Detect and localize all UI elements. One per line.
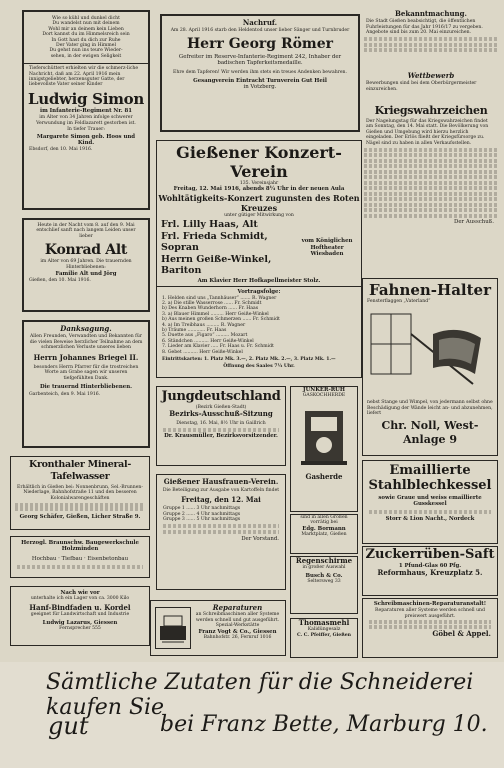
konzert-event: Wohltätigkeits-Konzert zugunsten des Roten Kreuzes [158,192,360,213]
poem-line: Wie so kühl und dunkel dicht [52,16,120,21]
hausfrau-time: Gruppe 1 ...... 3 Uhr nachmittags [163,506,241,512]
poem-line: sehen, in der ewigen Seligkeit [50,53,122,59]
simon-intro: Tieferschüttert erhielten wir die schmerz-liche Nachricht, daß am 22. April 1916 mein innigstgeliebter, herzensguter Gatte, der liebevollste Vater seiner Kinder [29,66,139,88]
simon-mourners: Margarete Simon geb. Hoos und Kind. [36,133,136,146]
simon-place: Ebsdorf, den 10. Mai 1916. [29,147,93,153]
kriegs-text: Der Nagelungstag für das Kriegswahrzeichen findet am Sonntag, den 14. Mai statt. Die Bevölkerung von Gießen und Umgebung wird hierzu herzlich eingeladen. Der Erlös fließt der Kriegsfürsorge zu. Nägel sind zu haben in allen Verkaufsstellen. [366,119,489,146]
busch-name: Busch & Co. [305,572,343,579]
poem-line: Der Vater ging in Himmel [56,43,116,49]
danksagung-title: Danksagung. [60,324,112,333]
hausfrau-text: Die Beteiligung zur Ausgabe von Kartoffeln findet [162,488,280,494]
handwriting-area [0,662,504,768]
konzert-performer-2: Frl. Frieda Schmidt, Sopran [161,230,268,254]
fahnen-title: Fahnen-Halter [369,281,491,299]
gas-stove-icon [291,401,357,471]
rep-addr: Bahnhofstr. 26, Fernruf 1016 [203,635,272,641]
poem-line: In Gott hast du dich zur Ruhe [51,37,121,43]
program-item: 5. Duette aus „Figaro“ ......... Mozart [162,333,248,339]
alt-family: Familie Alt und Jörg [55,271,117,278]
konzert-verein-ad [156,140,362,378]
jungdeutschland-ad [156,386,286,466]
alt-name: Konrad Alt [44,242,128,259]
poem-line: Du gehst nun ins teure Wieder- [49,48,123,54]
roemer-rank: Gefreiter im Reserve-Infanterie-Regiment 242, Inhaber der badischen Tapferkeitsmedaille. [178,53,342,67]
rep-text: an Schreibmaschinen aller Systeme werden schnell und gut ausgeführt. Spezial-Werkstätte [195,612,280,629]
hausfrau-sign: Der Vorstand. [241,536,279,543]
kronthaler-ad [10,456,150,530]
hanf-title: Hanf-Bindfaden u. Kordel [29,602,131,612]
bekanntmachung [364,10,498,70]
danksagung-more: besonders Herrn Pfarrer für die trostreichen Worte am Grabe sagen wir unseren tiefgefühlten Dank. [33,365,139,381]
konzert-intro: unter gütiger Mitwirkung von [224,212,294,218]
zuckerrueben-ad [362,546,498,596]
nachruf-title: Nachruf. [242,18,278,27]
konzert-tickets-note: Öffnung des Saales 7¼ Uhr. [223,364,295,370]
gas-name: Edg. Bormann [302,525,346,532]
program-item: 1. Helden sind uns „Tannhäuser“ ....... R. Wagner [162,295,277,301]
wett-title: Wettbewerb [407,72,455,80]
baugewerkschule-sub: Hochbau · Tiefbau · Eisenbetonbau [31,555,129,562]
danksagung [22,320,150,448]
thomas-sub: Kalidüngesalz [307,627,341,633]
reg-text: in großer Auswahl [302,565,346,571]
wettbewerb [364,72,498,100]
rep-name: Franz Vogt & Co., Giessen [198,628,277,635]
schreib-text: Reparaturen aller Systeme werden schnell und preiswert ausgeführt. [375,608,485,619]
thomas-vendor: C. C. Pfeiffer, Gießen [297,632,351,638]
bek-text: Die Stadt Gießen beabsichtigt, die öffentlichen Fuhrleistungen für das Jahr 1916/17 zu vergeben. Angebote sind bis zum 20. Mai einzureichen. [366,19,483,36]
baugewerkschule-title: Herzogl. Braunschw. Baugewerkschule Holzminden [21,540,139,553]
rep-title: Reparaturen [212,603,263,612]
kriegs-sign: Der Ausschuß. [454,219,494,226]
simon-mourners-intro: In tiefer Trauer: [67,127,105,133]
junker-title: JUNKER-RUH [303,387,345,393]
alt-obituary [22,218,150,312]
thomasmehl-ad [290,618,358,658]
nach-text: unterhalte ich ein Lager von ca. 3000 Kilo [30,596,130,602]
danksagung-name: Herrn Johannes Briegel II. [33,352,139,362]
reform-name: Reformhaus, Kreuzplatz 5. [377,568,483,578]
schreib-title: Schreibmaschinen-Reparaturanstalt! [373,601,487,607]
roemer-name: Herr Georg Römer [186,35,334,52]
simon-regiment: im Infanterie-Regiment Nr. 81 [40,107,132,114]
hausfrau-date: Freitag, den 12. Mai [181,494,261,504]
program-title: Vortragsfolge: [237,289,281,296]
konzert-theater: vom Königlichen Hoftheater Wiesbaden [301,238,353,258]
regenschirme-ad [290,556,358,614]
kronthaler-agent: Georg Schäfer, Gießen, Licher Straße 9. [19,514,141,521]
program-item: 7. Lieder am Klavier ..... Fr. Haas u. Fr. Schmidt [162,344,274,350]
fahnen-halter-ad [362,278,498,456]
handwriting-line-2: gut [48,712,89,740]
kronthaler-title: Kronthaler Mineral-Tafelwasser [28,459,131,482]
jugend-date: Dienstag, 16. Mai, 8½ Uhr in Gaillrich [176,420,266,426]
obituary-poem [30,16,142,59]
jugend-title: Jungdeutschland [161,389,281,404]
junker-ruh-ad [290,386,358,512]
nach-wie-vor: Nach wie vor [60,590,100,596]
poem-line: Wohl mir an deinem kein Lieben [48,26,124,32]
reparaturen-ad [150,600,286,656]
wett-text: Bewerbungen sind bei dem Oberbürgermeister einzureichen. [366,81,477,92]
flag-holder-icon [363,304,497,400]
program-item: 6. Ständchen .......... Herr Geiße-Winkel [162,338,254,344]
program-item: 4. a) Im Treibhaus ......... R. Wagner [162,322,246,328]
emaillierte-ad [362,460,498,544]
fahnen-brand: Fensterflaggen „Vaterland“ [367,299,431,304]
konzert-performer-3: Herrn Geiße-Winkel, Bariton [161,253,272,277]
noll-name: Chr. Noll, West-Anlage 9 [381,418,479,446]
schreibmaschinen-ad [362,598,498,658]
danksagung-text: Allen Freunden, Verwandten und Bekannten für die vielen Beweise herzlicher Teilnahme an dem schmerzlichen Verluste unseres lieben [29,334,143,351]
lazarus-name: Ludwig Lazarus, Giessen [42,619,118,626]
kriegswahrzeichen [364,104,498,270]
bek-title: Bekanntmachung. [395,10,467,18]
program-item: 3. a) Blauer Himmel ......... Herr Geiße-Winkel [162,311,269,317]
konzert-title: Gießener Konzert-Verein [176,143,342,181]
roemer-clubs: Gesangverein Eintracht Turnverein Gut Heil [193,78,327,85]
simon-text: im Alter von 34 Jahren infolge schwerer Verwundung im Feldlazarett gestorben ist. [36,115,136,126]
poem-line: Dort kannst du im Himmelsreich sein [42,32,130,38]
konzert-date: Freitag, 12. Mai 1916, abends 8¼ Uhr in der neuen Aula [173,186,345,193]
program-item: 8. Gebet .......... Herr Geiße-Winkel [162,349,243,355]
gas-text: sind in allen Größen vorrätig bei [300,515,348,526]
alt-intro: Heute in der Nacht vom 8. auf den 9. Mai entschlief sanft nach langem Leiden unser lieber [36,223,136,239]
hausfrau-times [163,506,279,522]
gas-title: Gasherde [305,471,343,481]
typewriter-icon [155,607,191,649]
fahnen-text: nebst Stange und Wimpel, von jedermann selbst ohne Beschädigung der Wände leicht an- und abzunehmen, liefert [367,400,493,417]
gas-addr: Marktplatz, Gießen [301,532,347,538]
kriegs-title: Kriegswahrzeichen [374,104,488,117]
reg-title: Regenschirme [295,556,353,565]
handwriting-line-3: bei Franz Bette, Marburg 10. [160,712,488,737]
poem-line: Du wandelst nun mit deinem [52,21,120,27]
konzert-sub: 135. Vereinsjahr [239,181,279,186]
bormann-ad [290,514,358,554]
roemer-memo: Ehre dem Tapferen! Wir werden ihm stets ein treues Andenken bewahren. [173,69,347,75]
alt-place: Gießen, den 10. Mai 1916. [29,278,91,284]
konzert-performer-1: Frl. Lilly Haas, Alt [161,219,258,231]
program-item: b) Träume ............ Fr. Haas [162,327,227,333]
jugend-event: Bezirks-Ausschuß-Sitzung [169,409,273,419]
nachruf-text: Am 28. April 1916 starb den Heldentod unser lieber Sänger und Turnbruder [170,28,350,34]
zucker-price: 1 Pfund-Glas 60 Pfg. [398,563,462,569]
thomas-title: Thomasmehl [298,618,350,627]
program-item: 2. a) Die stille Wasserrose ...... Fr. Schmidt [162,300,262,306]
simon-obituary [22,10,150,210]
kronthaler-text: Erhältlich in Gießen bei: Nonnenbrunn, Sel.-Brunnen-Niederlage, Bahnhofstraße 11 und den besseren Kolonialwarengeschäften [17,485,143,501]
junker-sub: GASKOCHHERDE [302,393,346,399]
email-title: Emaillierte Stahlblechkessel [368,463,492,493]
hausfrau-time: Gruppe 3 ...... 5 Uhr nachmittags [163,517,241,523]
program-list [162,296,356,355]
hausfrau-time: Gruppe 2 ...... 4 Uhr nachmittags [163,511,241,517]
alt-text: im Alter von 69 Jahren. Die trauernden Hinterbliebenen: [40,259,132,270]
hausfrau-title: Gießener Hausfrauen-Verein. [163,477,279,486]
program-item: b) Des Knaben Wunderhorn ...... Fr. Haas [162,306,259,312]
lazarus-phone: Fernsprecher 555 [59,626,101,632]
storr-name: Storr & Lion Nacht., Nordeck [385,515,475,522]
roemer-nachruf [160,14,360,132]
danksagung-place: Garbenteich, den 9. Mai 1916. [29,391,101,397]
handwriting-line-1: Sämtliche Zutaten für die Schneiderei kaufen Sie [46,670,474,720]
program-item: b) Aus meinen großen Schmerzen ...... Fr. Schmidt [162,317,280,323]
email-text: sowie Graue und weiss emaillierte Gusskessel [378,495,482,508]
hanf-ad [10,586,150,646]
hausfrauen-verein-ad [156,474,286,590]
simon-name: Ludwig Simon [28,89,144,108]
danksagung-sign: Die trauernd Hinterbliebenen. [39,384,133,391]
jugend-host: Dr. Krausmüller, Bezirksvorsitzender. [164,433,278,440]
roemer-place: in Votzberg. [243,84,277,91]
busch-addr: Seltersweg 33 [307,579,341,585]
konzert-piano: Am Klavier Herr Hofkapellmeister Stolz. [197,277,321,284]
konzert-tickets: Eintrittskarten: 1. Platz Mk. 3.—, 2. Platz Mk. 2.—, 3. Platz Mk. 1.— [162,357,336,362]
zucker-title: Zuckerrüben-Saft [365,547,495,562]
jugend-sub: (Bezirk Gießen-Stadt) [195,405,247,410]
goebel-name: Göbel & Appel. [432,629,491,639]
hanf-sub: geeignet für Landwirtschaft und Industrie [30,612,130,618]
baugewerkschule-ad [10,536,150,578]
